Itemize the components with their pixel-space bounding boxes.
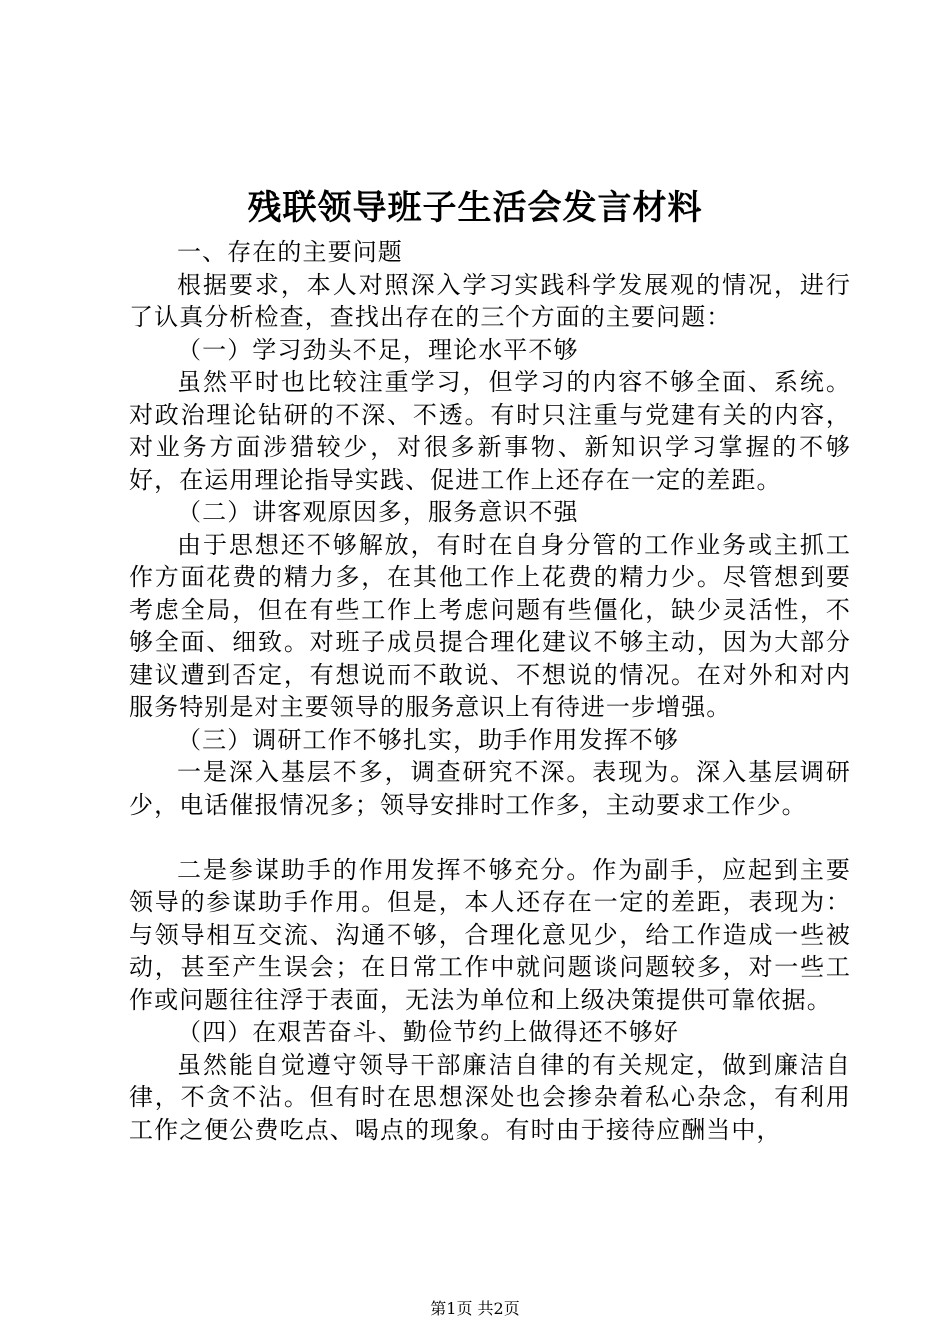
document-title: 残联领导班子生活会发言材料 [247,188,703,228]
page-footer: 第1页 共2页 [430,1299,520,1318]
subsection-heading: （一）学习劲头不足，理论水平不够 [177,335,579,364]
subsection-heading: （三）调研工作不够扎实，助手作用发挥不够 [177,725,679,754]
subsection-heading: （四）在艰苦奋斗、勤俭节约上做得还不够好 [177,1018,679,1046]
body-paragraph: 由于思想还不够解放，有时在自身分管的工作业务或主抓工作方面花费的精力多，在其他工作上花费的精力少。尽管想到要考虑全局，但在有些工作上考虑问题有些僵化，缺少灵活性，不够全面、细致。对班子成员提合理化建议不够主动，因为大部分建议遭到否定，有想说而不敢说、不想说的情况。在对外和对内服务特别是对主要领导的服务意识上有待进一步增强。 [129,530,851,721]
body-paragraph: 二是参谋助手的作用发挥不够充分。作为副手，应起到主要领导的参谋助手作用。但是，本人还存在一定的差距，表现为：与领导相互交流、沟通不够，合理化意见少，给工作造成一些被动，甚至产生误会；在日常工作中就问题谈问题较多，对一些工作或问题往往浮于表面，无法为单位和上级决策提供可靠依据。 [129,855,851,1014]
subsection-heading: （二）讲客观原因多，服务意识不强 [177,498,579,526]
body-paragraph: 一是深入基层不多，调查研究不深。表现为。深入基层调研少，电话催报情况多；领导安排时工作多，主动要求工作少。 [129,758,851,819]
body-paragraph: 虽然平时也比较注重学习，但学习的内容不够全面、系统。对政治理论钻研的不深、不透。有时只注重与党建有关的内容，对业务方面涉猎较少，对很多新事物、新知识学习掌握的不够好，在运用理论指导实践、促进工作上还存在一定的差距。 [129,368,851,494]
blank-line [129,821,851,854]
body-paragraph: 虽然能自觉遵守领导干部廉洁自律的有关规定，做到廉洁自律，不贪不沾。但有时在思想深处也会掺杂着私心杂念，有利用工作之便公费吃点、喝点的现象。有时由于接待应酬当中， [129,1050,851,1144]
section-heading: 一、存在的主要问题 [177,238,403,266]
body-paragraph: 根据要求，本人对照深入学习实践科学发展观的情况，进行了认真分析检查，查找出存在的三个方面的主要问题： [129,270,851,331]
document-body [129,236,851,1146]
